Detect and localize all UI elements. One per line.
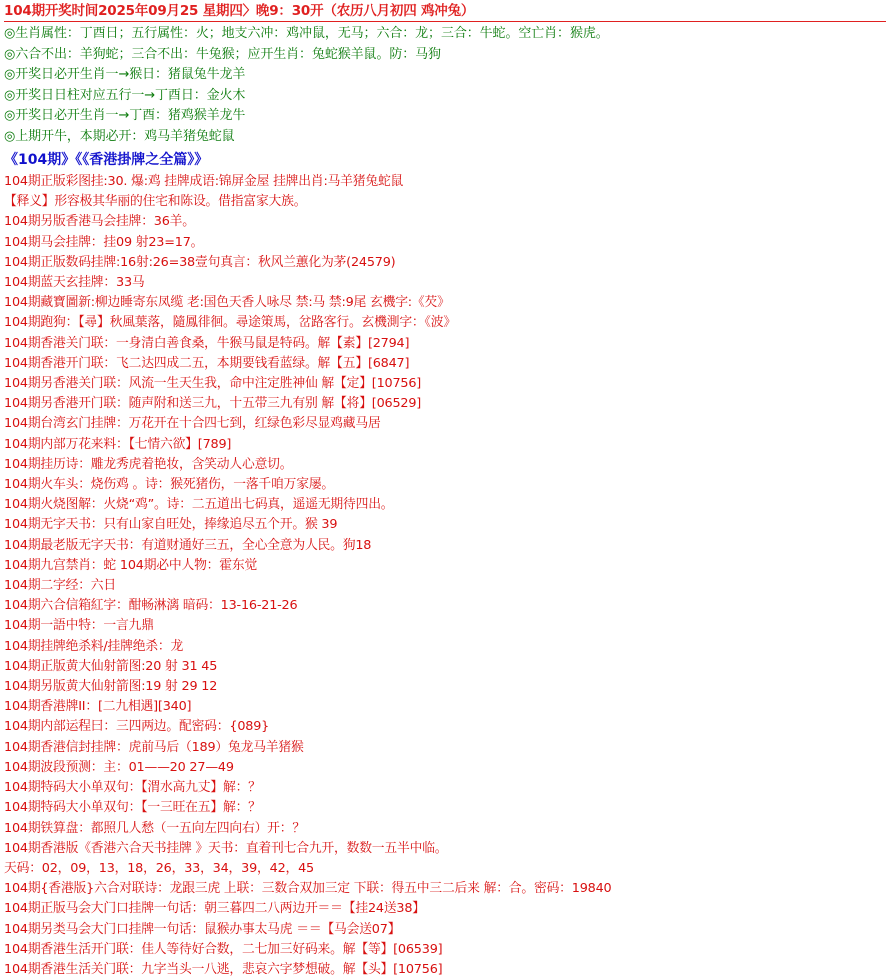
content-line: 104期内部万花来料：【七情六欲】[789] (4, 436, 232, 452)
content-line: 104期内部运程曰：三四两边。配密码：{089} (4, 719, 270, 735)
content-line: 104期特码大小单双句：【一三旺在五】解：？ (4, 800, 261, 816)
content-line: 104期马会挂牌：挂09 射23=17。 (4, 234, 204, 250)
content-line: 天码：02，09，13，18，26，33，34，39，42，45 (4, 860, 314, 876)
content-line: 104期香港版《香港六合天书挂牌 》天书：直着刊七合九开，数数一五半中临。 (4, 840, 448, 856)
content-line: 104期另类马会大门口挂牌一句话：鼠猴办事太马虎 ＝＝【马会送07】 (4, 921, 401, 937)
attribute-line: ◎生肖属性：丁酉日；五行属性：火；地支六冲：鸡冲鼠，无马；六合：龙；三合：牛蛇。空亡肖：猴虎。 (4, 26, 609, 41)
content-line: 104期二字经：六日 (4, 578, 117, 594)
content-line: 104期正版黄大仙射箭图:20 射 31 45 (4, 658, 218, 674)
content-line: 104期正版彩图挂:30. 爆:鸡 挂牌成语:锦屏金屋 挂牌出肖:马羊猪兔蛇鼠 (4, 174, 404, 189)
attribute-line: ◎上期开牛，本期必开：鸡马羊猪兔蛇鼠 (4, 128, 235, 144)
content-line: 104期另版香港马会挂牌：36羊。 (4, 214, 195, 230)
content-line: 104期另香港关门联：风流一生天生我，命中注定胜神仙 解【定】[10756] (4, 376, 422, 392)
content-line: 104期香港关门联：一身清白善食桑，牛猴马鼠是特码。解【素】[2794] (4, 335, 410, 351)
content-rows (4, 172, 886, 980)
content-line: 104期六合信箱紅字：酣畅淋漓 暗码：13-16-21-26 (4, 598, 298, 614)
content-line: 104期藏寶圖新:柳边睡寄东凤缆 老:国色天香人咏尽 禁:马 禁:9尾 玄機字:《芡》 (4, 295, 450, 311)
attribute-line: ◎六合不出：羊狗蛇；三合不出：牛兔猴；应开生肖：兔蛇猴羊鼠。防：马狗 (4, 46, 441, 62)
content-line: 104期香港信封挂牌：虎前马后（189）兔龙马羊猪猴 (4, 739, 304, 755)
content-line: 104期另香港开门联：随声附和送三九，十五带三九有别 解【将】[06529] (4, 396, 422, 412)
content-line: 104期{香港版}六合对联诗：龙跟三虎 上联：三数合双加三定 下联：得五中三二后来 解：合。密码：19840 (4, 881, 612, 897)
content-line: 104期波段预测：主：01——20 27—49 (4, 759, 234, 775)
content-line: 104期九宫禁肖：蛇 104期必中人物：霍东觉 (4, 557, 258, 573)
content-line: 104期火烧图解：火烧“鸡”。诗：二五道出七码真，遥遥无期待四出。 (4, 497, 394, 513)
content-line: 104期跑狗：【尋】秋風葉落，隨鳳徘徊。尋途策馬，岔路客行。玄機測字：《波》 (4, 315, 456, 331)
content-line: 104期挂牌绝杀料/挂牌绝杀：龙 (4, 638, 184, 654)
content-line: 【释义】形容极其华丽的住宅和陈设。借指富家大族。 (4, 194, 307, 210)
content-line: 104期蓝天玄挂牌：33马 (4, 275, 145, 291)
attribute-line: ◎开奖日必开生肖一→丁酉：猪鸡猴羊龙牛 (4, 108, 246, 123)
content-line: 104期台湾玄门挂牌：万花开在十合四七到，红绿色彩尽显鸡藏马居 (4, 416, 381, 432)
content-line: 104期香港生活关门联：九字当头一八逃，悲哀六字梦想破。解【头】[10756] (4, 961, 443, 977)
content-line: 104期火车头：烧伤鸡 。诗：猴死猪伤，一落千咱万家屡。 (4, 477, 335, 493)
attribute-line: ◎开奖日日柱对应五行一→丁酉日：金火木 (4, 87, 246, 103)
content-line: 104期一語中特：一言九鼎 (4, 618, 154, 634)
content-line: 104期正版数码挂牌:16射:26=38壹句真言：秋风兰蕙化为茅(24579) (4, 254, 396, 270)
attributes-block (4, 24, 886, 147)
section-title: 《104期》《《香港掛牌之全篇》》 (4, 152, 209, 168)
header-divider (4, 21, 886, 22)
content-line: 104期香港牌II：[二九相遇][340] (4, 699, 192, 715)
content-line: 104期最老版无字天书：有道财通好三五，全心全意为人民。狗18 (4, 537, 372, 553)
content-line: 104期香港生活开门联：佳人等待好合数，二七加三好码来。解【等】[06539] (4, 941, 443, 957)
content-line: 104期另版黄大仙射箭图:19 射 29 12 (4, 679, 218, 695)
content-line: 104期正版马会大门口挂牌一句话：朝三暮四二八两边开＝＝【挂24送38】 (4, 901, 425, 917)
content-line: 104期特码大小单双句：【渭水高九丈】解：？ (4, 780, 261, 796)
content-line: 104期香港开门联：飞二达四成二五，本期要钱看蓝绿。解【五】[6847] (4, 355, 410, 371)
content-line: 104期铁算盘：都照几人愁（一五向左四向右）开：？ (4, 820, 305, 836)
draw-time-header: 104期开奖时间2025年09月25 星期四〉晚9：30开（农历八月初四 鸡冲兔） (4, 3, 475, 19)
attribute-line: ◎开奖日必开生肖一→猴日：猪鼠兔牛龙羊 (4, 67, 246, 82)
content-line: 104期无字天书：只有山家自旺处，捧缘追尽五个开。猴 39 (4, 517, 338, 533)
content-line: 104期挂历诗：雕龙秀虎着艳妆，含笑动人心意切。 (4, 456, 293, 472)
